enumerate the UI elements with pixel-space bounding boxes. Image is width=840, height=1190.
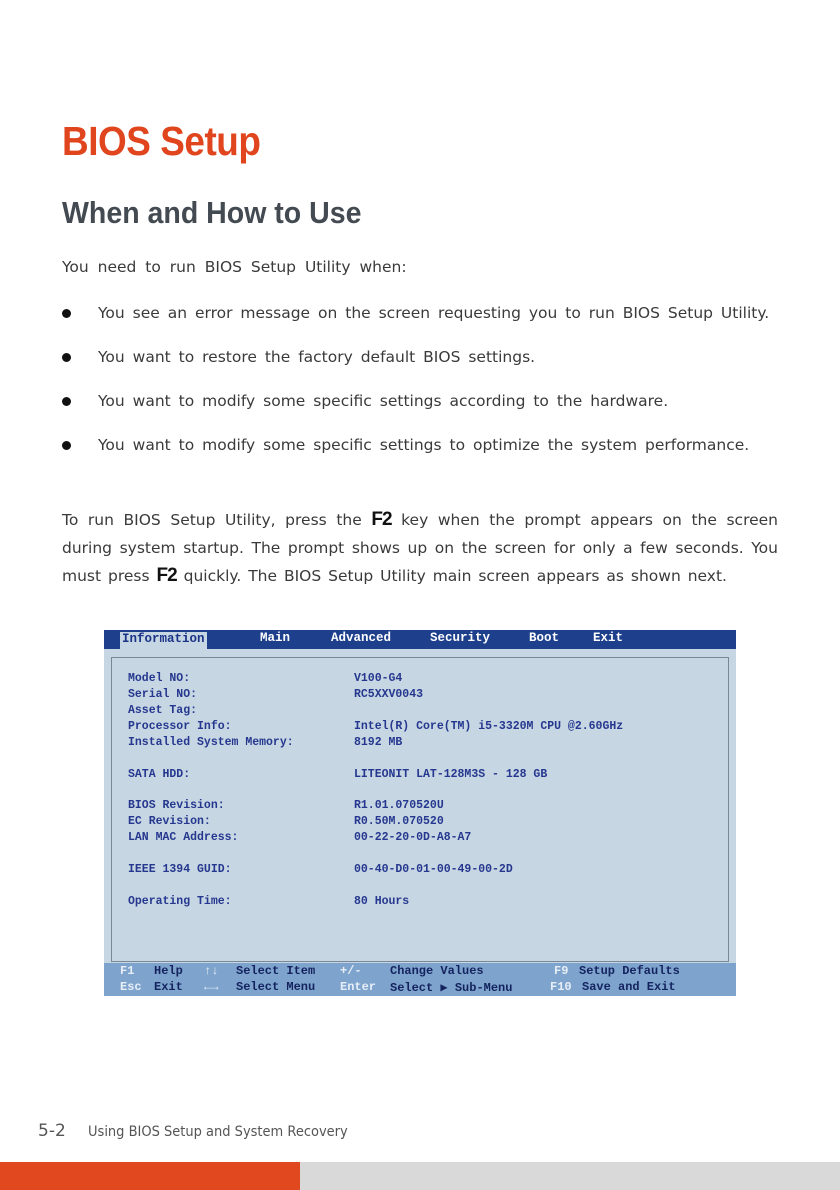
f9-key: F9 xyxy=(554,964,569,978)
operating-time-label: Operating Time: xyxy=(128,895,232,908)
footer-gray-bar xyxy=(300,1162,840,1190)
mac-address-label: LAN MAC Address: xyxy=(128,831,239,844)
processor-label: Processor Info: xyxy=(128,720,232,733)
ec-revision-value: R0.50M.070520 xyxy=(354,815,444,828)
hdd-label: SATA HDD: xyxy=(128,768,191,781)
bios-screenshot xyxy=(104,630,736,996)
f2-key-label: F2 xyxy=(156,565,177,586)
bullet-icon xyxy=(62,397,71,406)
intro-text: You need to run BIOS Setup Utility when: xyxy=(62,258,407,276)
tab-information[interactable]: Information xyxy=(120,632,207,649)
bullet-icon xyxy=(62,353,71,362)
ieee-guid-label: IEEE 1394 GUID: xyxy=(128,863,232,876)
tab-advanced[interactable]: Advanced xyxy=(331,631,392,645)
bios-key-legend xyxy=(104,963,736,996)
f2-key-label: F2 xyxy=(371,509,392,530)
model-label: Model NO: xyxy=(128,672,191,685)
enter-key: Enter xyxy=(340,980,377,994)
bios-menu-bar xyxy=(104,630,736,649)
bullet-list xyxy=(62,300,780,476)
list-item: You want to modify some specific settings according to the hardware. xyxy=(62,388,780,415)
mac-address-value: 00-22-20-0D-A8-A7 xyxy=(354,831,472,844)
tab-exit[interactable]: Exit xyxy=(593,631,624,645)
operating-time-value: 80 Hours xyxy=(354,895,410,908)
bios-revision-label: BIOS Revision: xyxy=(128,799,225,812)
bios-revision-value: R1.01.070520U xyxy=(354,799,444,812)
setup-defaults-hint: Setup Defaults xyxy=(579,964,680,978)
select-submenu-hint: Select ▶ Sub-Menu xyxy=(390,981,513,995)
tab-boot[interactable]: Boot xyxy=(529,631,560,645)
save-exit-hint: Save and Exit xyxy=(582,980,676,994)
select-item-hint: Select Item xyxy=(236,964,316,978)
serial-label: Serial NO: xyxy=(128,688,198,701)
instruction-paragraph: To run BIOS Setup Utility, press the F2 key when the prompt appears on the screen during system startup. The prompt shows up on the screen for only a few seconds. You must press F2 quickly. The BIOS Setup Utility main screen appears as shown next. xyxy=(62,509,778,586)
ieee-guid-value: 00-40-D0-01-00-49-00-2D xyxy=(354,863,513,876)
f10-key: F10 xyxy=(550,980,572,994)
page-heading: BIOS Setup xyxy=(62,118,261,164)
memory-label: Installed System Memory: xyxy=(128,736,294,749)
footer-accent-bar xyxy=(0,1162,300,1190)
up-down-arrows-icon: ↑↓ xyxy=(204,964,219,978)
serial-value: RC5XXV0043 xyxy=(354,688,424,701)
bullet-icon xyxy=(62,441,71,450)
hdd-value: LITEONIT LAT-128M3S - 128 GB xyxy=(354,768,548,781)
asset-tag-label: Asset Tag: xyxy=(128,704,198,717)
help-hint: Help xyxy=(154,964,183,978)
list-item: You want to modify some specific settings to optimize the system performance. xyxy=(62,432,780,459)
list-item: You see an error message on the screen requesting you to run BIOS Setup Utility. xyxy=(62,300,780,327)
processor-value: Intel(R) Core(TM) i5-3320M CPU @2.60GHz xyxy=(354,720,624,733)
esc-key: Esc xyxy=(120,980,142,994)
page-number: 5-2 xyxy=(38,1121,66,1141)
change-values-hint: Change Values xyxy=(390,964,484,978)
memory-value: 8192 MB xyxy=(354,736,403,749)
plus-minus-key: +/- xyxy=(340,964,362,978)
exit-hint: Exit xyxy=(154,980,183,994)
tab-main[interactable]: Main xyxy=(260,631,291,645)
select-menu-hint: Select Menu xyxy=(236,980,316,994)
model-value: V100-G4 xyxy=(354,672,403,685)
section-heading: When and How to Use xyxy=(62,195,362,230)
list-item: You want to restore the factory default BIOS settings. xyxy=(62,344,780,371)
f1-key: F1 xyxy=(120,964,135,978)
tab-security[interactable]: Security xyxy=(430,631,491,645)
bullet-icon xyxy=(62,309,71,318)
chapter-title: Using BIOS Setup and System Recovery xyxy=(88,1124,348,1140)
ec-revision-label: EC Revision: xyxy=(128,815,211,828)
left-right-arrows-icon: ←→ xyxy=(204,980,219,994)
